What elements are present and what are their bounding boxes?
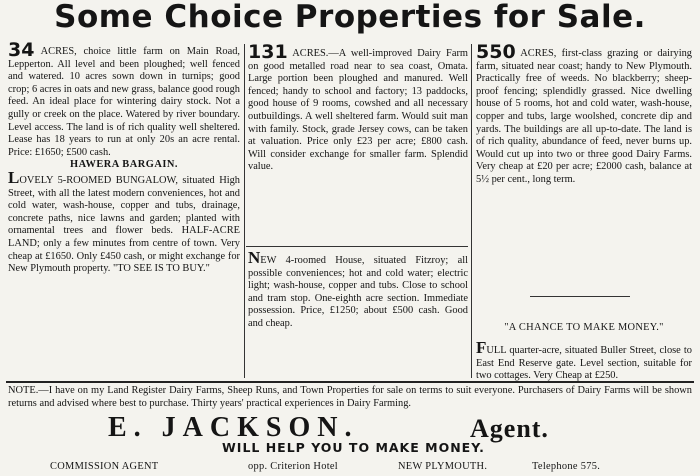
section-rule <box>246 246 468 247</box>
drop-cap: F <box>476 338 487 357</box>
listing-text: ULL quarter-acre, situated Buller Street, close to East End Reserve gate. Level section, suitable for two cottages. Very Cheap at £250. <box>476 345 692 382</box>
section-subhead: "A CHANCE TO MAKE MONEY." <box>504 322 664 333</box>
note-paragraph: NOTE.—I have on my Land Register Dairy Farms, Sheep Runs, and Town Properties for sale on terms to suit everyone. Purchasers of Dairy Farms will be shown returns and advised where best to purchase. Thirty years' practical experiences in Dairy Farming. <box>8 385 692 409</box>
agent-name: E. JACKSON. <box>108 412 359 443</box>
agent-title: Agent. <box>470 414 549 443</box>
agent-tagline: WILL HELP YOU TO MAKE MONEY. <box>222 440 485 455</box>
listing-lead-number: 550 <box>476 41 516 63</box>
listing-text: EW 4-roomed House, situated Fitzroy; all possible conveniences; hot and cold water; electric light; wash-house, copper and tubs. Close to school and tram stop. One-eighth acre section. Immediate possession. Price, £1250; about £500 cash. Good and cheap. <box>248 255 468 329</box>
listing-550-acres <box>476 41 692 187</box>
footer-rule <box>6 381 694 383</box>
footer-phone: Telephone 575. <box>532 461 601 472</box>
column-3-lower <box>476 338 692 383</box>
footer-town: NEW PLYMOUTH. <box>398 461 488 472</box>
column-2 <box>248 41 468 174</box>
listing-34-acres <box>8 39 240 159</box>
listing-quarter-acre <box>476 338 692 383</box>
listing-bungalow <box>8 167 240 276</box>
listing-lead-number: 131 <box>248 41 288 63</box>
footer-role: COMMISSION AGENT <box>50 461 159 472</box>
section-rule <box>530 296 630 297</box>
section-subhead: HAWERA BARGAIN. <box>70 159 178 171</box>
column-2-lower <box>248 248 468 331</box>
listing-text: ACRES, choice little farm on Main Road, Lepperton. All level and been ploughed; well fenced and watered. 10 acres sown down in turnips; good crop; 6 acres in oats and new grass, balance good rough feed. An ideal place for wintering dairy stock. Not a gully or creek on the place. Watered by river boundary. Level access. The land is of rich quality well sheltered. Lease has 18 years to run at only 20s an acre rental. Price: £1650; £500 cash. <box>8 46 240 158</box>
listing-text: OVELY 5-ROOMED BUNGALOW, situated High Street, with all the latest modern conveniences, hot and cold water, wash-house, copper and tubs, drainage, concrete paths, nice lawns and garden; planted with ornamental trees and flower beds. HALF-ACRE LAND; only a few minutes from centre of town. Very cheap at £1650. Only £450 cash, or might exchange for New Plymouth property. "TO SEE IS TO BUY." <box>8 174 240 275</box>
footer-address: opp. Criterion Hotel <box>248 461 338 472</box>
listing-131-acres <box>248 41 468 174</box>
page-title: Some Choice Properties for Sale. <box>54 0 646 35</box>
listing-lead-number: 34 <box>8 39 35 61</box>
drop-cap: L <box>8 167 20 187</box>
column-divider <box>244 44 245 378</box>
column-3 <box>476 41 692 187</box>
column-divider <box>471 44 472 378</box>
listing-text: ACRES.—A well-improved Dairy Farm on good metalled road near to sea coast, Omata. Large portion been ploughed and manured. Well fenced; handy to school and factory; 13 paddocks, good house of 9 rooms, cowshed and all necessary outbuildings. A well sheltered farm. Would suit man with family. Stock, grade Jersey cows, can be taken at valuation. Price only £23 per acre; £800 cash. Will consider exchange for smaller farm. Splendid value. <box>248 48 468 173</box>
listing-text: ACRES, first-class grazing or dairying farm, situated near coast; handy to New Plymouth. Practically free of weeds. No blackberry; sheep-proof fencing; splendidly grassed. Nice dwelling house of 5 rooms, hot and cold water, wash-house, copper and tubs, large woolshed, concrete dip and yards. The buildings are all up-to-date. The land is of rich quality, abundance of feed, never burns up. Would cut up into two or three good Dairy Farms. Very cheap at £20 per acre; £2000 cash, balance at 5½ per cent., long term. <box>476 48 692 185</box>
column-1 <box>8 39 240 276</box>
listing-house-fitzroy <box>248 248 468 331</box>
drop-cap: N <box>248 248 261 267</box>
